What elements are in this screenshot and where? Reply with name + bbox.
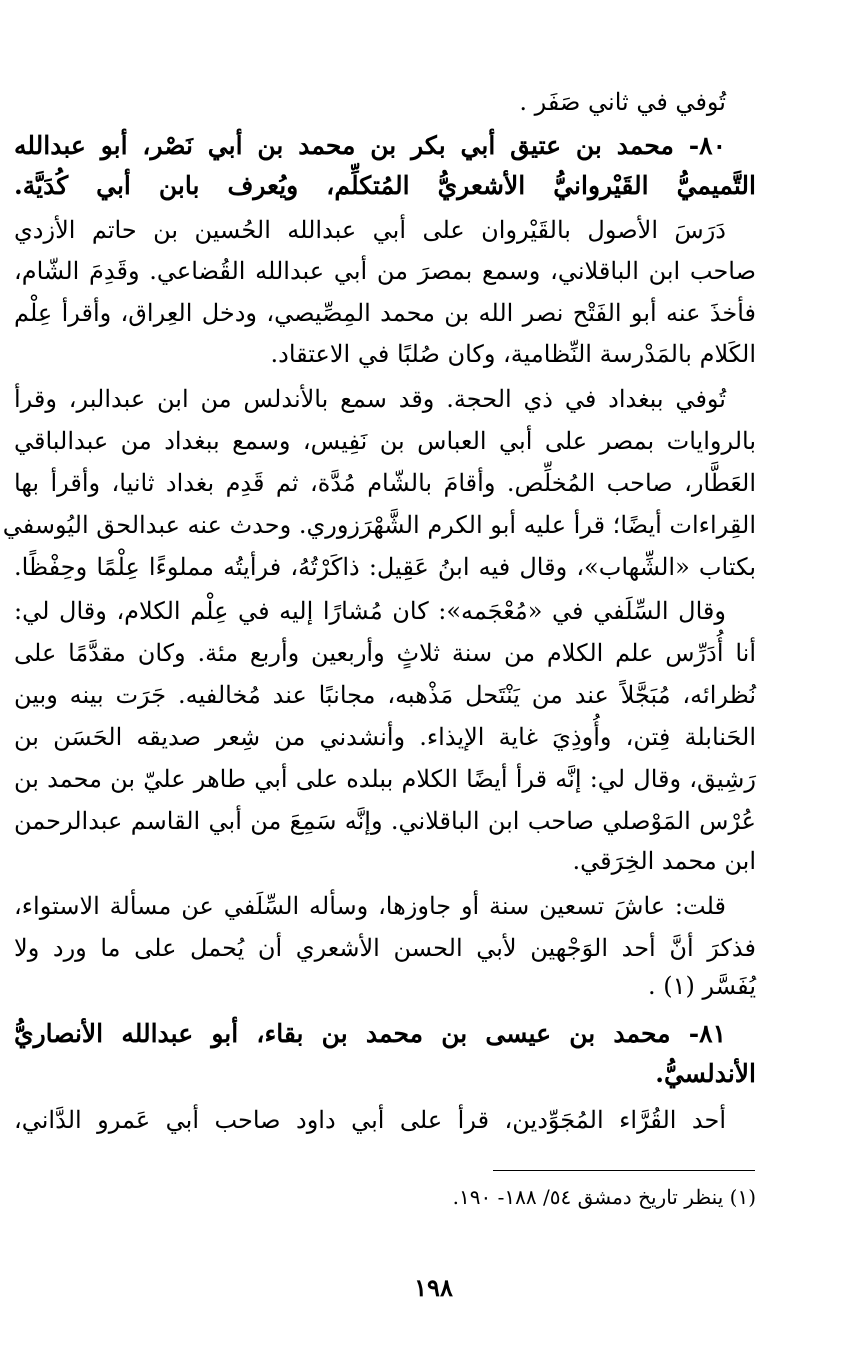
text-line: رَشِيق، وقال لي: إنَّه قرأ أيضًا الكلام ببلده على أبي طاهر عليّ بن محمد بن [14, 765, 756, 793]
text-line: بكتاب «الشِّهاب»، وقال فيه ابنُ عَقِيل: ذاكَرْتُهُ، فرأيتُه مملوءًا عِلْمًا وحِفْظًا. [14, 553, 756, 581]
text-line: فذكرَ أنَّ أحد الوَجْهين لأبي الحسن الأشعري أن يُحمل على ما ورد ولا [14, 934, 756, 962]
text-line: فأخذَ عنه أبو الفَتْح نصر الله بن محمد المِصِّيصي، ودخل العِراق، وأقرأ عِلْم [14, 299, 756, 327]
text-line: العَطَّار، صاحب المُخلِّص. وأقامَ بالشّام مُدَّة، ثم قَدِم بغداد ثانيا، وأقرأ بها [14, 469, 756, 497]
entry-heading-80: ٨٠- محمد بن عتيق أبي بكر بن محمد بن أبي نَصْر، أبو عبدالله [14, 131, 726, 160]
text-line: قلت: عاشَ تسعين سنة أو جاوزها، وسأله السِّلَفي عن مسألة الاستواء، [14, 892, 726, 920]
text-line: بالروايات بمصر على أبي العباس بن نَفِيس، وسمع ببغداد من عبدالباقي [14, 427, 756, 455]
text-line: الكَلام بالمَدْرسة النِّظامية، وكان صُلبًا في الاعتقاد. [270, 340, 756, 368]
text-line: أحد القُرَّاء المُجَوِّدين، قرأ على أبي داود صاحب أبي عَمرو الدَّاني، [14, 1106, 726, 1134]
entry-heading-81-cont: الأندلسيُّ. [655, 1059, 756, 1088]
text-line: صاحب ابن الباقلاني، وسمع بمصرَ من أبي عبدالله القُضاعي. وقَدِمَ الشّام، [14, 257, 757, 285]
page-number: ١٩٨ [414, 1273, 453, 1302]
text-line: الحَنابلة فِتن، وأُوذِيَ غاية الإيذاء. وأنشدني من شِعر صديقه الحَسَن بن [14, 723, 756, 751]
text-line: تُوفي ببغداد في ذي الحجة. وقد سمع بالأندلس من ابن عبدالبر، وقرأ [14, 385, 726, 413]
text-line: يُفَسَّر (١) . [648, 972, 756, 1000]
footnote-divider [493, 1170, 755, 1171]
text-line: القِراءات أيضًا؛ قرأ عليه أبو الكرم الشَّهْرَزوري. وحدث عنه عبدالحق اليُوسفي [2, 511, 756, 539]
entry-heading-80-cont: التَّميميُّ القَيْروانيُّ الأشعريُّ المُتكلِّم، ويُعرف بابن أبي كُدَيَّة. [14, 171, 756, 200]
text-line: ابن محمد الخِرَقي. [572, 847, 756, 875]
entry-heading-81: ٨١- محمد بن عيسى بن محمد بن بقاء، أبو عبدالله الأنصاريُّ [14, 1019, 726, 1048]
text-line: أنا أُدَرِّس علم الكلام من سنة ثلاثٍ وأربعين وأربع مئة. وكان مقدَّمًا على [14, 639, 756, 667]
text-line: عُرْس المَوْصلي صاحب ابن الباقلاني. وإنَّه سَمِعَ من أبي القاسم عبدالرحمن [14, 807, 757, 835]
footnote: (١) ينظر تاريخ دمشق ٥٤/ ١٨٨- ١٩٠. [452, 1185, 756, 1209]
text-line: دَرَسَ الأصول بالقَيْروان على أبي عبدالله الحُسين بن حاتم الأزدي [14, 216, 726, 244]
text-line: وقال السِّلَفي في «مُعْجَمه»: كان مُشارًا إليه في عِلْم الكلام، وقال لي: [14, 597, 726, 625]
text-line: تُوفي في ثاني صَفَر . [519, 88, 726, 116]
text-line: نُظرائه، مُبَجَّلاً عند من يَنْتَحل مَذْهبه، مجانبًا عند مُخالفيه. جَرَت بينه وبين [14, 681, 756, 709]
